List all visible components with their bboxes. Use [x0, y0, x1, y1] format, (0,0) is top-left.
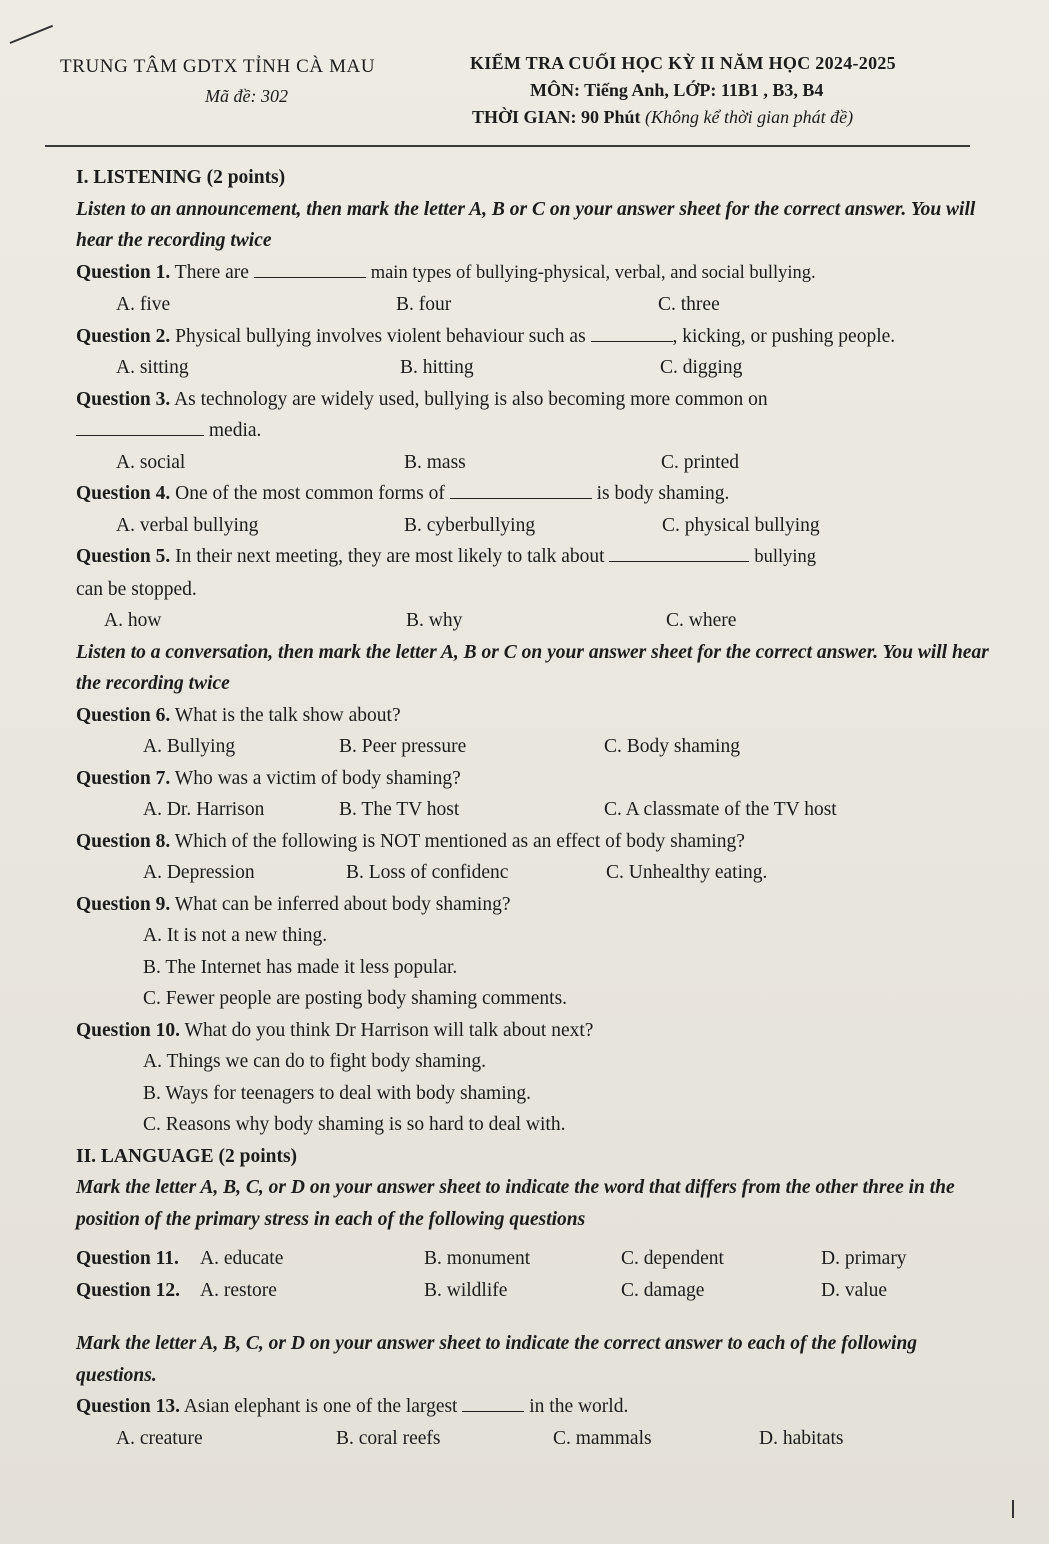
question-text: What do you think Dr Harrison will talk about next? — [184, 1019, 594, 1041]
question-11 — [76, 1243, 991, 1275]
question-12 — [76, 1275, 991, 1307]
question-text: As technology are widely used, bullying is also becoming more common on — [174, 388, 768, 410]
question-text: in the world. — [529, 1396, 629, 1417]
question-label: Question 1. — [76, 261, 171, 283]
option-b: B. four — [396, 294, 452, 315]
option-a: A. Depression — [143, 862, 255, 883]
question-label-text: Question 12. — [76, 1279, 181, 1301]
options-8 — [76, 857, 991, 889]
question-text: What is the talk show about? — [174, 704, 401, 726]
option-b: B. The Internet has made it less popular. — [143, 956, 458, 978]
option-c: C. physical bullying — [662, 514, 820, 536]
option-c: C. where — [666, 610, 737, 631]
time-note: (Không kể thời gian phát đề) — [645, 107, 854, 127]
options-6 — [76, 731, 991, 763]
answer-blank — [76, 417, 204, 436]
exam-code: Mã đề: 302 — [205, 86, 288, 106]
option-c: C. Body shaming — [604, 736, 740, 757]
page-mark — [1012, 1500, 1014, 1518]
question-text: One of the most common forms of — [175, 483, 445, 504]
answer-blank — [591, 323, 673, 342]
listening-title: I. LISTENING (2 points) — [76, 167, 286, 188]
listening-instruction-2: Listen to a conversation, then mark the letter A, B or C on your answer sheet for the correct answer. You will hear the recording twice — [76, 641, 989, 694]
option-a: A. verbal bullying — [116, 514, 259, 536]
time-label: THỜI GIAN: 90 Phút — [472, 107, 641, 127]
question-label-text: Question 11. — [76, 1248, 179, 1269]
option-c: C. digging — [660, 357, 743, 378]
question-2 — [76, 321, 991, 353]
option-b: B. hitting — [400, 357, 474, 378]
listening-instruction-1: Listen to an announcement, then mark the letter A, B or C on your answer sheet for the correct answer. You will hear the recording twice — [76, 198, 976, 251]
answer-blank — [450, 480, 592, 499]
option-b: B. Ways for teenagers to deal with body shaming. — [143, 1082, 531, 1104]
option-c: C. damage — [621, 1279, 705, 1301]
option-c: C. Unhealthy eating. — [606, 862, 768, 883]
pen-mark — [10, 25, 53, 44]
question-text: Asian elephant is one of the largest — [183, 1396, 458, 1417]
option-c: C. A classmate of the TV host — [604, 799, 837, 820]
header-divider — [45, 145, 970, 147]
option-c: C. Fewer people are posting body shaming comments. — [143, 988, 568, 1009]
exam-subject: MÔN: Tiếng Anh, LỚP: 11B1 , B3, B4 — [530, 80, 824, 100]
option-a: A. educate — [200, 1248, 284, 1269]
options-2 — [76, 352, 991, 384]
question-3 — [76, 384, 991, 416]
language-instruction-1: Mark the letter A, B, C, or D on your answer sheet to indicate the word that differs from the other three in the position of the primary stress in each of the following questions — [76, 1177, 955, 1230]
answer-blank — [609, 543, 749, 562]
options-1 — [76, 289, 991, 321]
header-right — [470, 53, 1030, 128]
question-8 — [76, 826, 991, 858]
answer-blank — [254, 259, 366, 278]
question-label: Question 8. — [76, 830, 171, 852]
question-label: Question 10. — [76, 1019, 181, 1041]
question-text: What can be inferred about body shaming? — [174, 893, 511, 915]
question-1 — [76, 257, 991, 290]
exam-title: KIỂM TRA CUỐI HỌC KỲ II NĂM HỌC 2024-2025 — [470, 53, 896, 73]
option-a: A. Things we can do to fight body shaming. — [143, 1051, 487, 1072]
option-b: B. cyberbullying — [404, 514, 536, 536]
options-4 — [76, 510, 991, 542]
option-a: A. sitting — [116, 357, 189, 378]
exam-content — [76, 162, 991, 1454]
option-a: A. Bullying — [143, 736, 236, 757]
option-a: A. Dr. Harrison — [143, 799, 265, 820]
question-label: Question 7. — [76, 767, 171, 789]
option-b: B. mass — [404, 451, 466, 473]
question-5-cont: can be stopped. — [76, 578, 197, 600]
question-3-cont — [76, 415, 991, 447]
option-b: B. Loss of confidenc — [346, 862, 509, 883]
option-b: B. monument — [424, 1248, 531, 1269]
question-label: Question 3. — [76, 388, 171, 410]
question-text: bullying — [754, 547, 816, 567]
question-7 — [76, 763, 991, 795]
question-text: Who was a victim of body shaming? — [174, 767, 461, 789]
options-3 — [76, 447, 991, 479]
option-a: A. restore — [200, 1279, 277, 1301]
question-9 — [76, 889, 991, 921]
question-6 — [76, 700, 991, 732]
option-c: C. printed — [661, 451, 739, 473]
option-a: A. how — [104, 610, 162, 631]
question-text: is body shaming. — [596, 483, 730, 504]
option-b: B. The TV host — [339, 799, 460, 820]
exam-time — [472, 107, 1030, 128]
school-name: TRUNG TÂM GDTX TỈNH CÀ MAU — [60, 56, 376, 77]
language-title: II. LANGUAGE (2 points) — [76, 1145, 298, 1167]
question-text: Which of the following is NOT mentioned as an effect of body shaming? — [174, 830, 745, 852]
question-text: There are — [174, 261, 249, 283]
question-text: , kicking, or pushing people. — [672, 325, 896, 347]
option-d: D. habitats — [759, 1427, 844, 1449]
question-label: Question 4. — [76, 483, 171, 504]
option-d: D. primary — [821, 1248, 907, 1269]
option-c: C. Reasons why body shaming is so hard to deal with. — [143, 1114, 566, 1135]
options-5 — [76, 605, 991, 637]
question-label: Question 13. — [76, 1396, 181, 1417]
question-10 — [76, 1015, 991, 1047]
option-c: C. dependent — [621, 1248, 724, 1269]
options-7 — [76, 794, 991, 826]
question-text: media. — [208, 420, 262, 441]
option-a: A. social — [116, 451, 186, 473]
question-label — [76, 1275, 180, 1307]
option-a: A. five — [116, 294, 171, 315]
question-label: Question 5. — [76, 546, 171, 567]
option-c: C. mammals — [553, 1427, 652, 1449]
language-instruction-2: Mark the letter A, B, C, or D on your answer sheet to indicate the correct answer to each of the following questions. — [76, 1333, 918, 1386]
option-d: D. value — [821, 1279, 888, 1301]
question-text: main types of bullying-physical, verbal, and social bullying. — [370, 262, 816, 283]
option-a: A. creature — [116, 1427, 203, 1449]
question-4 — [76, 478, 991, 510]
question-text: Physical bullying involves violent behaviour such as — [175, 325, 586, 347]
question-label: Question 2. — [76, 325, 171, 347]
option-c: C. three — [658, 294, 720, 315]
option-b: B. coral reefs — [336, 1427, 441, 1449]
question-label: Question 6. — [76, 704, 171, 726]
question-label — [76, 1243, 179, 1275]
header-left — [60, 56, 460, 107]
answer-blank — [462, 1393, 524, 1412]
options-13 — [76, 1423, 991, 1455]
question-text: In their next meeting, they are most likely to talk about — [175, 546, 605, 567]
option-a: A. It is not a new thing. — [143, 925, 328, 946]
question-5 — [76, 541, 991, 574]
option-b: B. Peer pressure — [339, 736, 467, 757]
option-b: B. why — [406, 610, 463, 631]
option-b: B. wildlife — [424, 1279, 508, 1301]
question-label: Question 9. — [76, 893, 171, 915]
question-13 — [76, 1391, 991, 1423]
